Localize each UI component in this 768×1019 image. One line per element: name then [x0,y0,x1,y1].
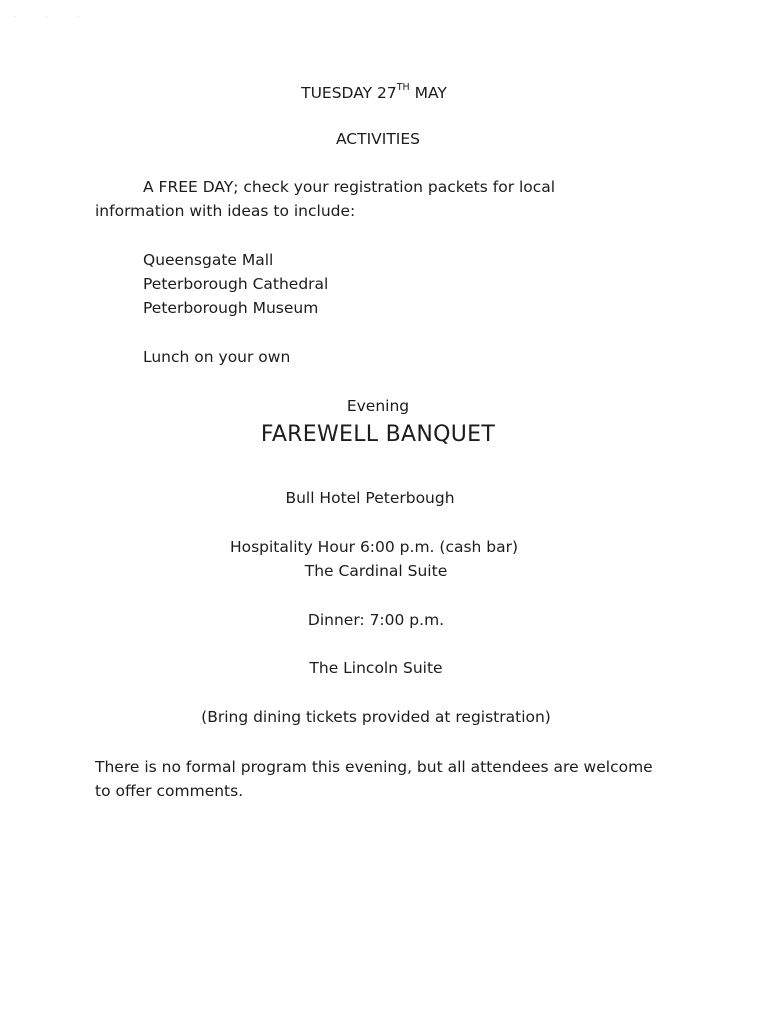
date-month: MAY [409,84,447,103]
date-heading [0,78,758,105]
scan-specks: · · · [14,14,94,21]
list-item: Queensgate Mall [143,251,274,269]
list-item: Peterborough Cathedral [143,275,329,293]
dinner-room: The Lincoln Suite [309,659,443,677]
closing-paragraph: There is no formal program this evening, but all attendees are welcome to offer comments. [95,758,653,800]
date-ordinal-suffix: TH [396,82,410,93]
section-title: ACTIVITIES [335,130,421,148]
hospitality-hour: Hospitality Hour 6:00 p.m. (cash bar) [229,538,519,556]
dinner-time: Dinner: 7:00 p.m. [307,611,445,629]
intro-paragraph: A FREE DAY; check your registration packets for local information with ideas to include: [95,178,556,220]
list-item: Peterborough Museum [143,299,319,317]
lunch-note: Lunch on your own [143,348,291,366]
hospitality-room: The Cardinal Suite [304,562,448,580]
venue-name: Bull Hotel Peterbough [285,489,455,507]
evening-label: Evening [346,397,410,415]
tickets-note: (Bring dining tickets provided at registration) [201,708,551,726]
event-title: FAREWELL BANQUET [260,422,496,447]
date-day: TUESDAY 27 [301,84,397,103]
places-list [143,248,328,320]
